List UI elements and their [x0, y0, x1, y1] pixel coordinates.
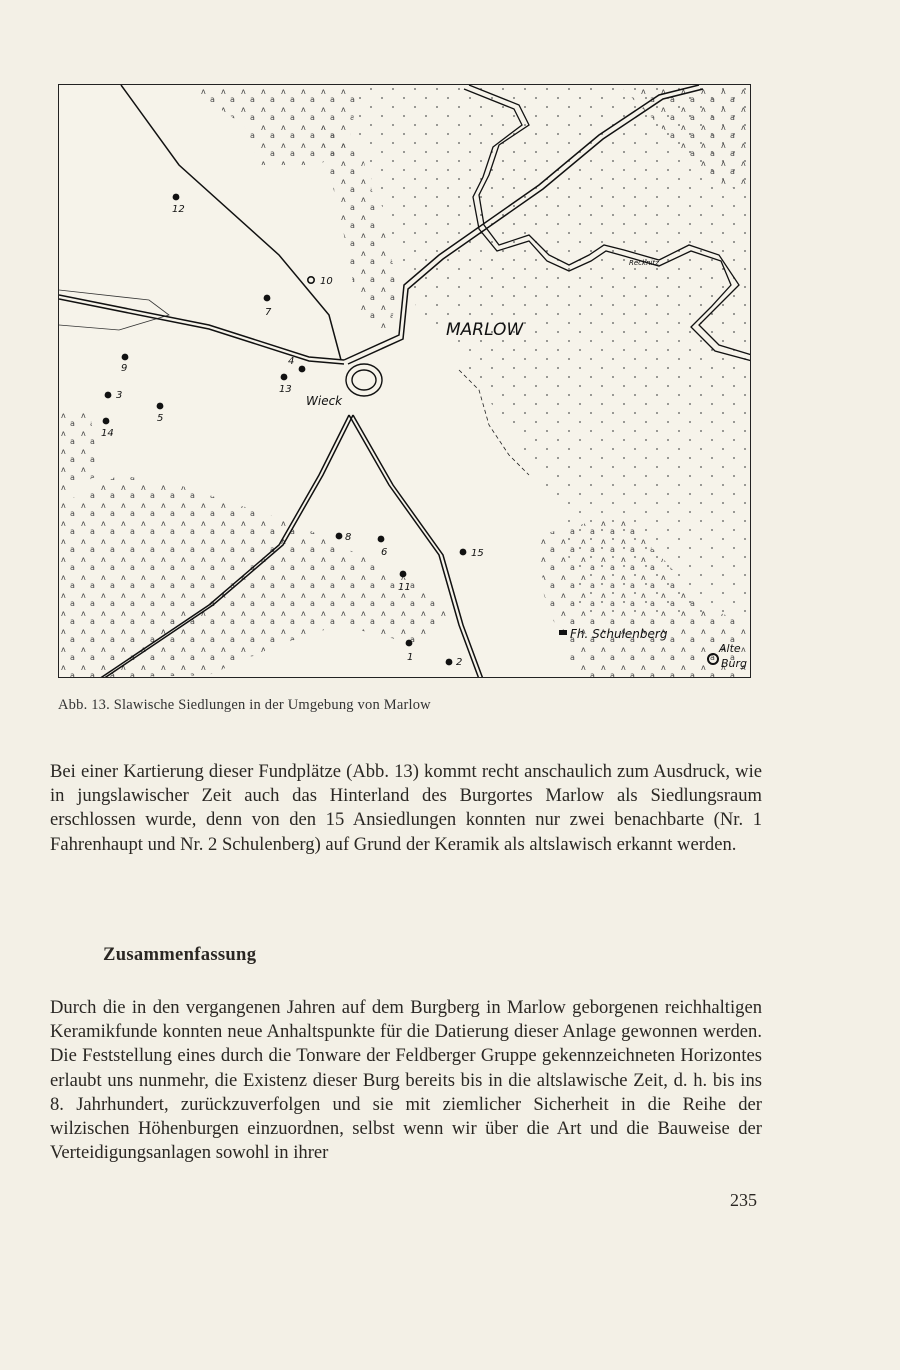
site-number-10: 10 — [320, 276, 333, 287]
site-dot-10 — [308, 277, 314, 283]
site-dot-2 — [446, 659, 453, 666]
farm-marker-icon — [559, 630, 567, 635]
site-dot-13 — [281, 374, 288, 381]
site-number-5: 5 — [157, 413, 164, 424]
map-label-alte: Alte — [719, 642, 741, 655]
site-number-11: 11 — [398, 582, 411, 593]
wieck-castle — [346, 364, 382, 396]
site-number-3: 3 — [116, 390, 123, 401]
site-dot-15 — [460, 549, 467, 556]
site-dot-7 — [264, 295, 271, 302]
map-label-wieck: Wieck — [306, 394, 343, 408]
site-number-13: 13 — [279, 384, 292, 395]
site-dot-5 — [157, 403, 164, 410]
site-number-8: 8 — [345, 532, 352, 543]
site-number-1: 1 — [407, 652, 414, 663]
site-dot-4 — [299, 366, 306, 373]
settlement-map — [58, 84, 751, 678]
paragraph-1: Bei einer Kartierung dieser Fundplätze (Abb. 13) kommt recht anschaulich zum Ausdruck, wie in jungslawischer Zeit auch das Hinterland des Burgortes Marlow als Siedlungsraum erschlossen wurde, denn von den 15 Ansiedlungen konnten nur zwei benachbarte (Nr. 1 Fahrenhaupt und Nr. 2 Schulenberg) auf Grund der Keramik als altslawisch erkannt werden. — [50, 761, 762, 855]
site-dot-14 — [103, 418, 110, 425]
site-number-7: 7 — [265, 307, 272, 318]
site-number-4: 4 — [288, 356, 295, 367]
map-label-schulenberg: Fh. Schulenberg — [570, 627, 668, 641]
forest-southwest — [59, 475, 449, 678]
site-dot-8 — [336, 533, 343, 540]
forest-west — [59, 405, 99, 495]
paragraph-2: Durch die in den vergangenen Jahren auf dem Burgberg in Marlow geborgenen reichhaltigen Keramikfunde konnten neue Anhaltspunkte für die Datierung dieser Anlage gewonnen werden. Die Feststellung eines durch die Tonware der Feldberger Gruppe gekennzeichneten Horizontes erlaubt uns nunmehr, die Existenz dieser Burg bereits bis in die altslawische Zeit, d. h. bis ins 8. Jahrhundert, zurückzuverfolgen und sie mit ziemlicher Sicherheit in die Reihe der wilzischen Höhenburgen einzuordnen, selbst wenn wir über die Art und die Bauweise der Verteidigungsanlagen sowohl in ihrer — [50, 997, 762, 1164]
site-dot-9 — [122, 354, 129, 361]
site-number-15: 15 — [471, 548, 484, 559]
site-number-12: 12 — [172, 204, 185, 215]
map-label-burg: Burg — [721, 657, 748, 670]
section-heading: Zusammenfassung — [103, 944, 257, 965]
figure-caption: Abb. 13. Slawische Siedlungen in der Umgebung von Marlow — [58, 697, 431, 713]
site-dot-6 — [378, 536, 385, 543]
site-dot-3 — [105, 392, 112, 399]
site-dot-12 — [173, 194, 180, 201]
site-number-9: 9 — [121, 363, 128, 374]
map-label-recknitz: Recknitz — [629, 259, 659, 267]
site-dot-11 — [400, 571, 407, 578]
site-dot-1 — [406, 640, 413, 647]
site-number-6: 6 — [381, 547, 388, 558]
map-label-marlow: MARLOW — [446, 320, 524, 340]
site-number-2: 2 — [456, 657, 463, 668]
page-number: 235 — [730, 1190, 757, 1210]
site-number-14: 14 — [101, 428, 114, 439]
